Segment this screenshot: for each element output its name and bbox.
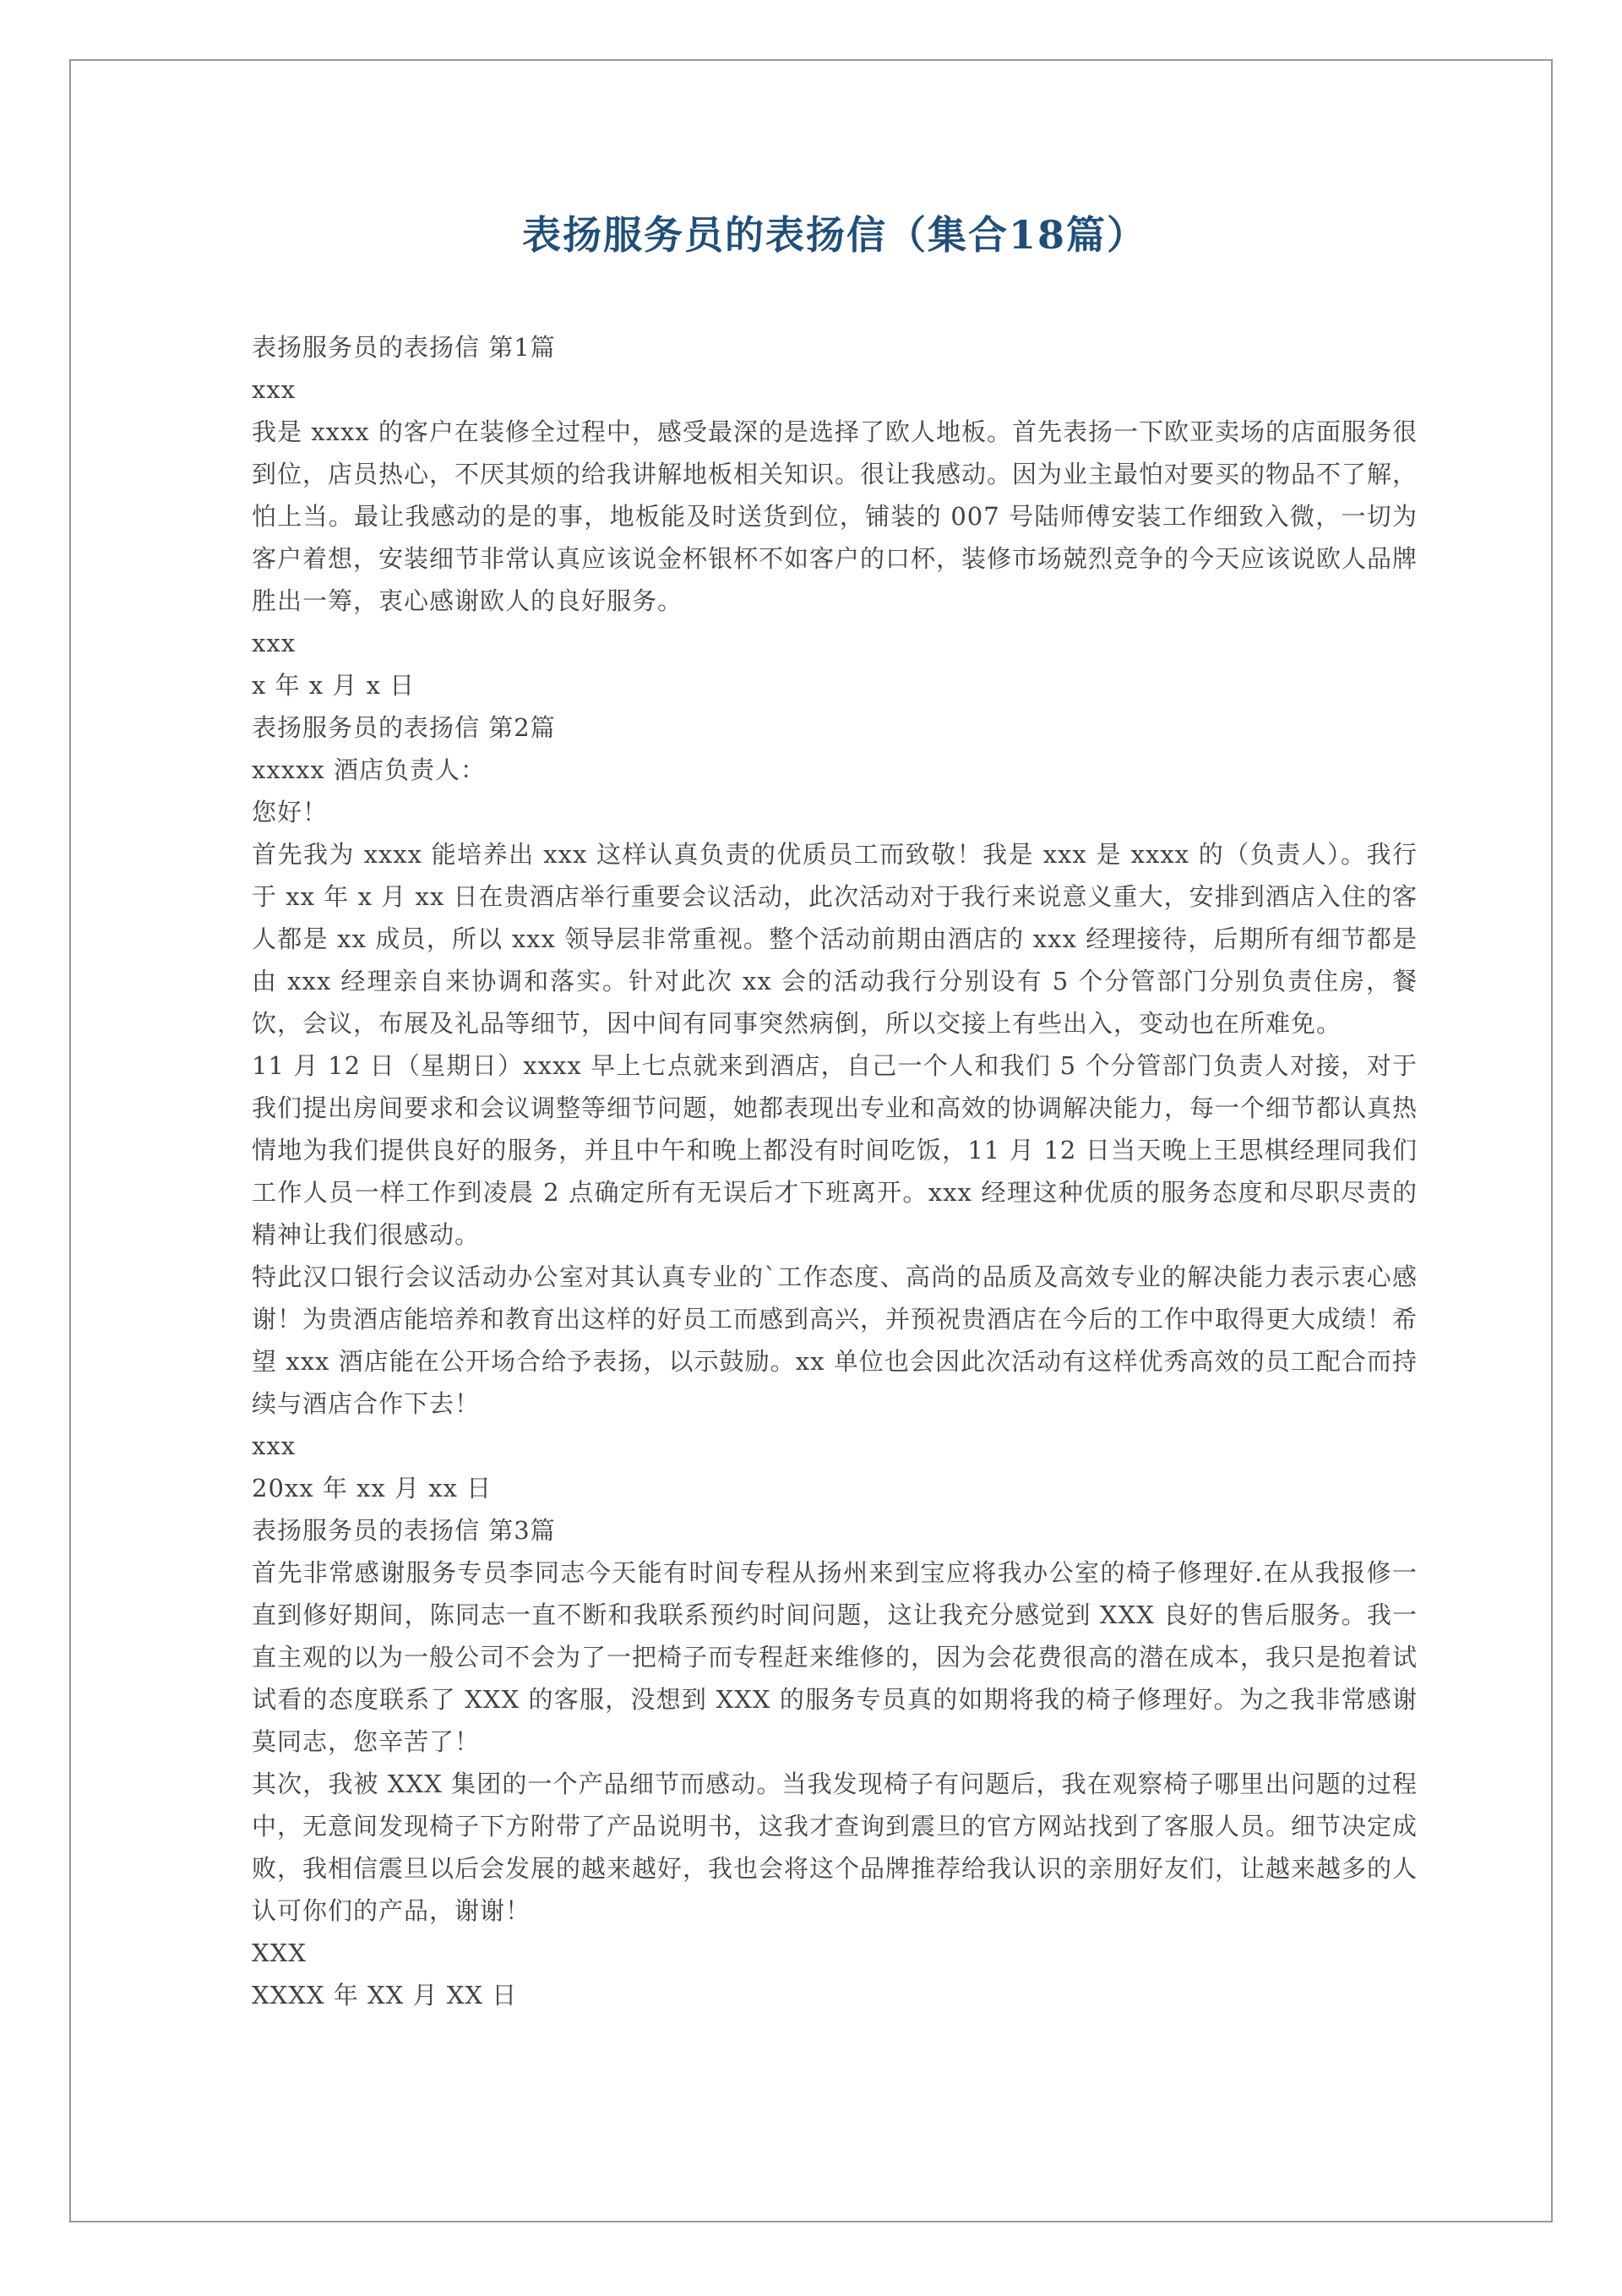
paragraph-greeting: 您好！ <box>252 798 329 826</box>
page-content <box>71 61 1551 2016</box>
paragraph-signature: XXX <box>252 1939 307 1967</box>
page <box>69 59 1553 2222</box>
paragraph-body: 首先我为 xxxx 能培养出 xxx 这样认真负责的优质员工而致敬！我是 xxx 是 xxxx 的（负责人）。我行于 xx 年 x 月 xx 日在贵酒店举行重要会议活动，此次活动对于我行来说意义重大，安排到酒店入住的客人都是 xx 成员，所以 xxx 领导层非常重视。整个活动前期由酒店的 xxx 经理接待，后期所有细节都是由 xxx 经理亲自来协调和落实。针对此次 xx 会的活动我行分别设有 5 个分管部门分别负责住房，餐饮，会议，布展及礼品等细节，因中间有同事突然病倒，所以交接上有些出入，变动也在所难免。 <box>252 840 1418 1038</box>
paragraph-date: 20xx 年 xx 月 xx 日 <box>252 1474 493 1502</box>
paragraph-body: 其次，我被 XXX 集团的一个产品细节而感动。当我发现椅子有问题后，我在观察椅子哪里出问题的过程中，无意间发现椅子下方附带了产品说明书，这我才查询到震旦的官方网站找到了客服人员。细节决定成败，我相信震旦以后会发展的越来越好，我也会将这个品牌推荐给我认识的亲朋好友们，让越来越多的人认可你们的产品，谢谢！ <box>252 1770 1418 1925</box>
document-title: 表扬服务员的表扬信（集合18篇） <box>521 212 1147 258</box>
paragraph-body: 11 月 12 日（星期日）xxxx 早上七点就来到酒店，自己一个人和我们 5 个分管部门负责人对接，对于我们提出房间要求和会议调整等细节问题，她都表现出专业和高效的协调解决能力，每一个细节都认真热情地为我们提供良好的服务，并且中午和晚上都没有时间吃饭，11 月 12 日当天晚上王思棋经理同我们工作人员一样工作到凌晨 2 点确定所有无误后才下班离开。xxx 经理这种优质的服务态度和尽职尽责的精神让我们很感动。 <box>252 1051 1418 1249</box>
paragraph-list <box>252 326 1418 2016</box>
paragraph-date: XXXX 年 XX 月 XX 日 <box>252 1981 518 2010</box>
paragraph-salutation: xxxxx 酒店负责人： <box>252 755 486 784</box>
paragraph-signature: xxx <box>252 629 297 657</box>
paragraph-heading-2: 表扬服务员的表扬信 第2篇 <box>252 713 556 742</box>
paragraph-heading-3: 表扬服务员的表扬信 第3篇 <box>252 1516 556 1545</box>
paragraph-salutation: xxx <box>252 375 297 404</box>
paragraph-heading-1: 表扬服务员的表扬信 第1篇 <box>252 333 556 362</box>
paragraph-body: 首先非常感谢服务专员李同志今天能有时间专程从扬州来到宝应将我办公室的椅子修理好.在从我报修一直到修好期间，陈同志一直不断和我联系预约时间问题，这让我充分感觉到 XXX 良好的售后服务。我一直主观的以为一般公司不会为了一把椅子而专程赶来维修的，因为会花费很高的潜在成本，我只是抱着试试看的态度联系了 XXX 的客服，没想到 XXX 的服务专员真的如期将我的椅子修理好。为之我非常感谢莫同志，您辛苦了！ <box>252 1558 1418 1756</box>
paragraph-body: 特此汉口银行会议活动办公室对其认真专业的`工作态度、高尚的品质及高效专业的解决能力表示衷心感谢！为贵酒店能培养和教育出这样的好员工而感到高兴，并预祝贵酒店在今后的工作中取得更大成绩！希望 xxx 酒店能在公开场合给予表扬，以示鼓励。xx 单位也会因此次活动有这样优秀高效的员工配合而持续与酒店合作下去！ <box>252 1263 1418 1418</box>
paragraph-signature: xxx <box>252 1432 297 1460</box>
paragraph-date: x 年 x 月 x 日 <box>252 671 416 700</box>
paragraph-body: 我是 xxxx 的客户在装修全过程中，感受最深的是选择了欧人地板。首先表扬一下欧亚卖场的店面服务很到位，店员热心，不厌其烦的给我讲解地板相关知识。很让我感动。因为业主最怕对要买的物品不了解，怕上当。最让我感动的是的事，地板能及时送货到位，铺装的 007 号陆师傅安装工作细致入微，一切为客户着想，安装细节非常认真应该说金杯银杯不如客户的口杯，装修市场兢烈竞争的今天应该说欧人品牌胜出一筹，衷心感谢欧人的良好服务。 <box>252 417 1418 615</box>
